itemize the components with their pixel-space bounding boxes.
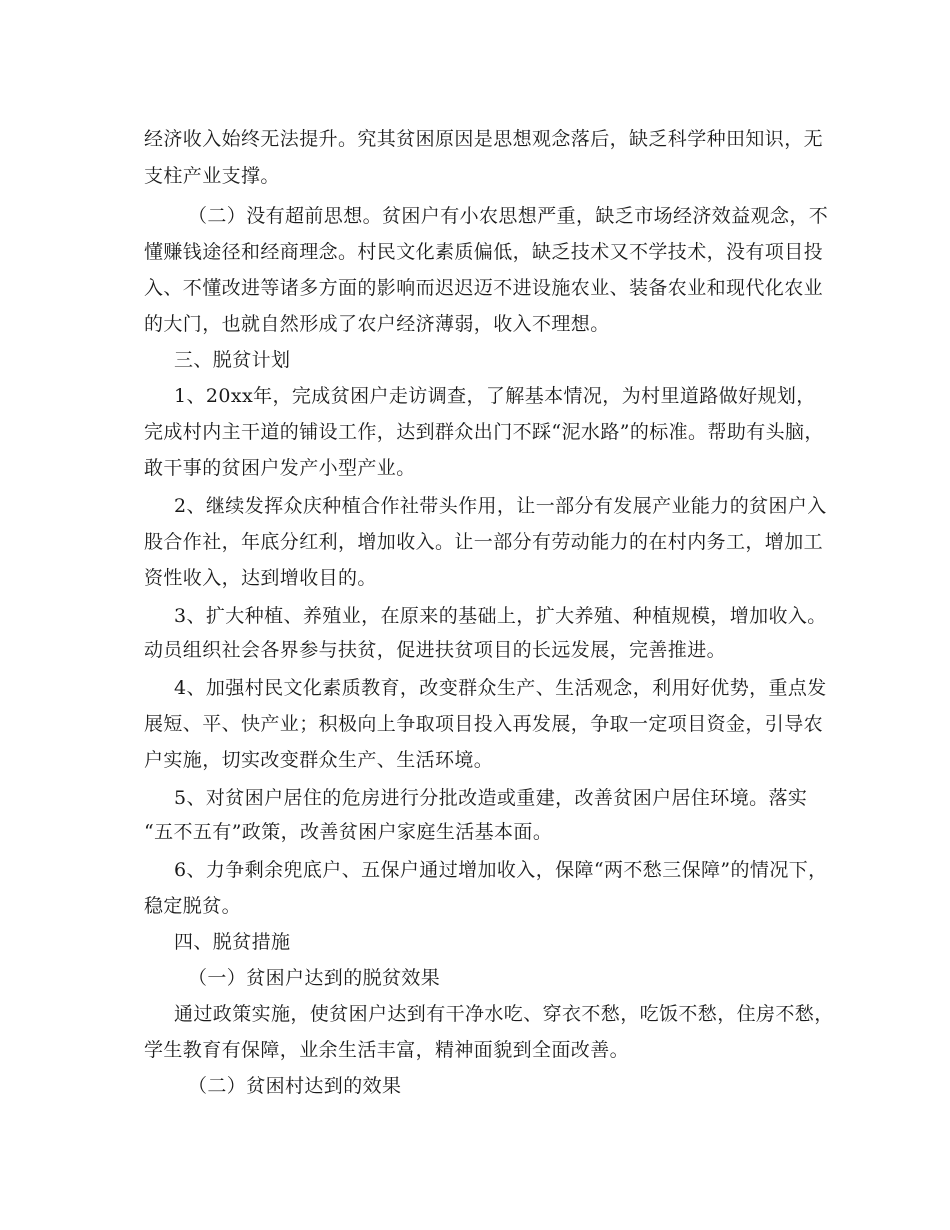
text-line: 1、20xx年，完成贫困户走访调查，了解基本情况，为村里道路做好规划， [174,385,816,407]
text-line: 资性收入，达到增收目的。 [144,567,377,589]
text-line: 4、加强村民文化素质教育，改变群众生产、生活观念，利用好优势，重点发 [174,677,827,699]
text-line: 稳定脱贫。 [144,895,242,917]
text-line: 3、扩大种植、养殖业，在原来的基础上，扩大养殖、种植规模，增加收入。 [174,605,827,627]
text-line: 的大门，也就自然形成了农户经济薄弱，收入不理想。 [144,313,610,335]
text-line: 懂赚钱途径和经商理念。村民文化素质偏低，缺乏技术又不学技术，没有项目投 [144,241,824,263]
section-heading: 三、脱贫计划 [174,349,291,371]
subsection-heading: （二）贫困村达到的效果 [188,1075,402,1097]
text-line: 户实施，切实改变群众生产、生活环境。 [144,749,494,771]
text-line: 动员组织社会各界参与扶贫，促进扶贫项目的长远发展，完善推进。 [144,639,727,661]
text-line: “五不五有”政策，改善贫困户家庭生活基本面。 [144,821,553,843]
text-line: （二）没有超前思想。贫困户有小农思想严重，缺乏市场经济效益观念，不 [188,205,829,227]
text-line: 2、继续发挥众庆种植合作社带头作用，让一部分有发展产业能力的贫困户入 [174,495,827,517]
subsection-heading: （一）贫困户达到的脱贫效果 [188,967,441,989]
text-line: 入、不懂改进等诸多方面的影响而迟迟迈不进设施农业、装备农业和现代化农业 [144,277,824,299]
text-line: 经济收入始终无法提升。究其贫困原因是思想观念落后，缺乏科学种田知识，无 [144,128,824,150]
text-line: 支柱产业支撑。 [144,165,280,187]
text-line: 股合作社，年底分红利，增加收入。让一部分有劳动能力的在村内务工，增加工 [144,531,824,553]
text-line: 6、力争剩余兜底户、五保户通过增加收入，保障“两不愁三保障”的情况下， [174,859,828,881]
text-line: 5、对贫困户居住的危房进行分批改造或重建，改善贫困户居住环境。落实 [174,787,808,809]
text-line: 展短、平、快产业；积极向上争取项目投入再发展，争取一定项目资金，引导农 [144,713,824,735]
text-line: 学生教育有保障，业余生活丰富，精神面貌到全面改善。 [144,1039,630,1061]
section-heading: 四、脱贫措施 [174,931,291,953]
text-line: 完成村内主干道的铺设工作，达到群众出门不踩“泥水路”的标准。帮助有头脑， [144,421,824,443]
text-line: 通过政策实施，使贫困户达到有干净水吃、穿衣不愁，吃饭不愁，住房不愁， [174,1003,834,1025]
text-line: 敢干事的贫困户发产小型产业。 [144,457,416,479]
